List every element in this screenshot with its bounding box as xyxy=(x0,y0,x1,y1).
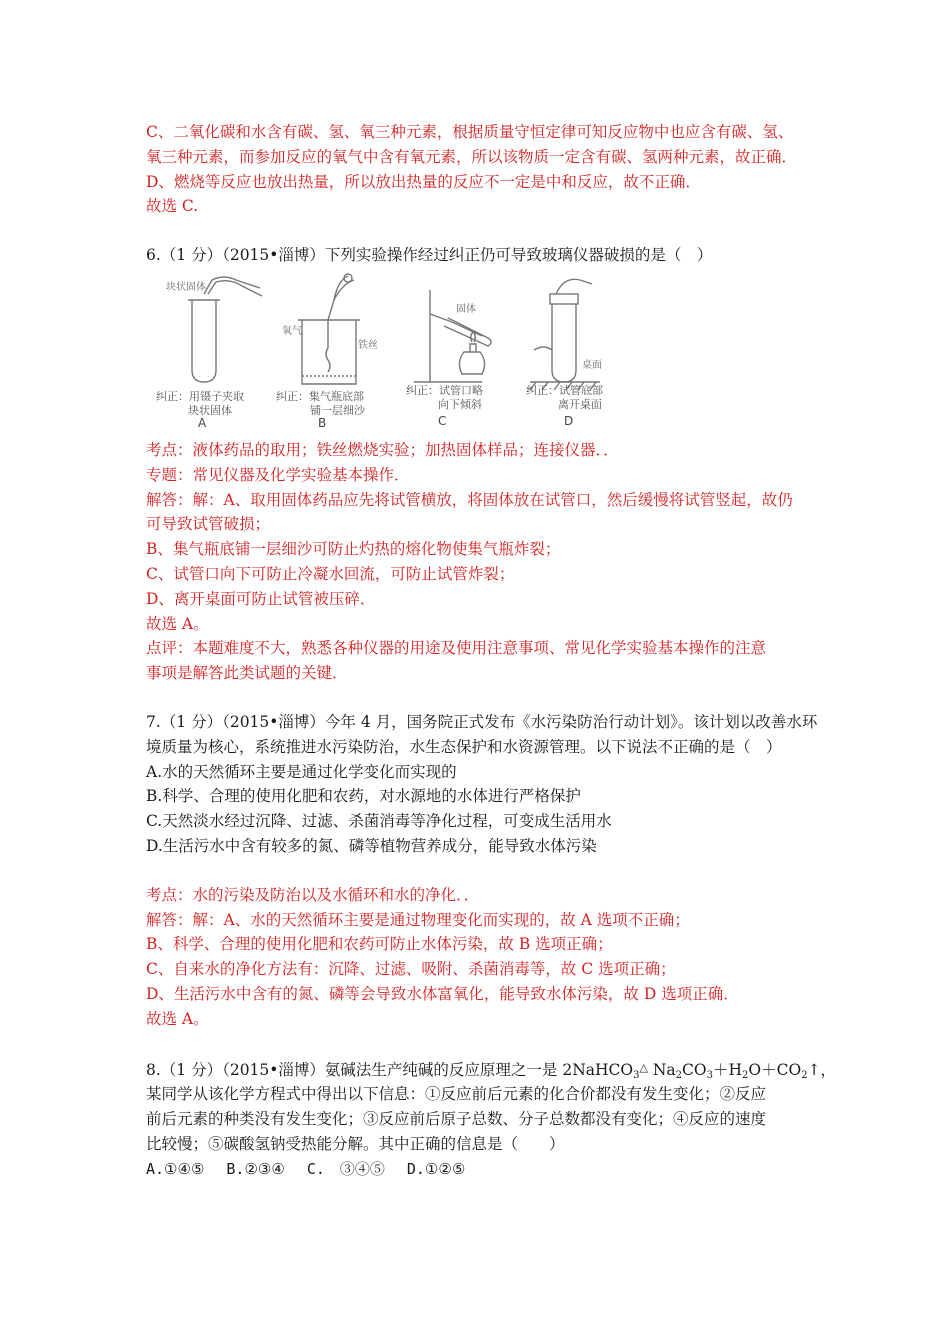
option-letter-c: C xyxy=(438,413,447,428)
option-a: A.①④⑤ xyxy=(146,1159,205,1178)
equation-part: Na xyxy=(647,1060,676,1079)
analysis-line: 事项是解答此类试题的关键． xyxy=(146,664,348,683)
option-c: C.天然淡水经过沉降、过滤、杀菌消毒等净化过程，可变成生活用水 xyxy=(146,812,612,831)
analysis-line: 解答：解：A、水的天然循环主要是通过物理变化而实现的，故 A 选项不正确； xyxy=(146,910,690,929)
subscript: 3 xyxy=(633,1069,640,1081)
heat-condition-icon: △ xyxy=(639,1060,648,1074)
equation-part: O＋CO xyxy=(748,1060,802,1079)
q8-stem-prefix: 8.（1 分）（2015•淄博）氨碱法生产纯碱的反应原理之一是 2NaHCO xyxy=(146,1060,634,1079)
caption-d-2: 离开桌面 xyxy=(558,397,602,411)
option-letter-d: D xyxy=(564,413,574,428)
option-letter-a: A xyxy=(198,415,207,430)
subscript: 2 xyxy=(742,1069,749,1081)
label-oxygen: 氧气 xyxy=(282,325,302,337)
label-iron-wire: 铁丝 xyxy=(358,339,378,351)
q6-analysis xyxy=(146,438,816,686)
analysis-line: 氧三种元素，而参加反应的氧气中含有氧元素，所以该物质一定含有碳、氢两种元素，故正确． xyxy=(146,147,798,166)
analysis-line: 专题：常见仪器及化学实验基本操作． xyxy=(146,465,410,484)
question-line: 比较慢；⑤碳酸氢钠受热能分解。其中正确的信息是（ ） xyxy=(146,1134,565,1153)
analysis-line: 故选 A。 xyxy=(146,1009,209,1028)
analysis-line: 故选 C. xyxy=(146,197,199,216)
equation-part: ＋H xyxy=(713,1060,743,1079)
caption-c-2: 向下倾斜 xyxy=(438,397,482,411)
q5-analysis xyxy=(146,120,816,219)
analysis-line: 可导致试管破损； xyxy=(146,515,271,534)
equation-part: ↑， xyxy=(807,1060,837,1079)
q7-stem xyxy=(146,710,816,859)
label-solid: 块状固体 xyxy=(166,281,206,293)
document-page xyxy=(146,120,837,1182)
option-c: C. ③④⑤ xyxy=(306,1159,385,1178)
equation-part: CO xyxy=(682,1060,707,1079)
option-d: D.生活污水中含有较多的氮、磷等植物营养成分，能导致水体污染 xyxy=(146,836,597,855)
option-letter-b: B xyxy=(318,415,327,430)
q8-stem-first-line xyxy=(146,1056,837,1083)
analysis-line: 点评：本题难度不大，熟悉各种仪器的用途及使用注意事项、常见化学实验基本操作的注意 xyxy=(146,639,767,658)
analysis-line: D、生活污水中含有的氮、磷等会导致水体富氧化，能导致水体污染，故 D 选项正确． xyxy=(146,984,739,1003)
q7-analysis xyxy=(146,883,816,1032)
caption-b-2: 铺一层细沙 xyxy=(310,403,365,417)
label-bench: 桌面 xyxy=(582,359,602,371)
analysis-line: 故选 A。 xyxy=(146,614,209,633)
analysis-line: D、离开桌面可防止试管被压碎． xyxy=(146,589,376,608)
q6-stem: 6.（1 分）（2015•淄博）下列实验操作经过纠正仍可导致玻璃仪器破损的是（ ） xyxy=(146,246,713,265)
analysis-line: C、二氧化碳和水含有碳、氢、氧三种元素，根据质量守恒定律可知反应物中也应含有碳、氢、 xyxy=(146,123,794,141)
option-a: A.水的天然循环主要是通过化学变化而实现的 xyxy=(146,762,457,781)
caption-d-1: 纠正：试管底部 xyxy=(526,383,603,397)
subscript: 2 xyxy=(801,1069,808,1081)
analysis-line: D、燃烧等反应也放出热量，所以放出热量的反应不一定是中和反应，故不正确． xyxy=(146,172,701,191)
analysis-line: B、科学、合理的使用化肥和农药可防止水体污染，故 B 选项正确； xyxy=(146,935,613,954)
analysis-line: 解答：解：A、取用固体药品应先将试管横放，将固体放在试管口，然后缓慢将试管竖起，故仍 xyxy=(146,490,793,509)
question-line: 境质量为核心，系统推进水污染防治，水生态保护和水资源管理。以下说法不正确的是（ ） xyxy=(146,737,782,756)
analysis-line: 考点：液体药品的取用；铁丝燃烧实验；加热固体样品；连接仪器．． xyxy=(146,440,619,459)
question-line: 7.（1 分）（2015•淄博）今年 4 月，国务院正式发布《水污染防治行动计划》。该计划以改善水环 xyxy=(146,712,818,731)
option-b: B.②③④ xyxy=(226,1159,285,1178)
caption-a-1: 纠正：用镊子夹取 xyxy=(156,389,244,403)
option-b: B.科学、合理的使用化肥和农药，对水源地的水体进行严格保护 xyxy=(146,787,581,806)
question-line: 前后元素的种类没有发生变化；③反应前后原子总数、分子总数都没有变化；④反应的速度 xyxy=(146,1110,767,1129)
subscript: 2 xyxy=(675,1069,683,1081)
analysis-line: 考点：水的污染及防治以及水循环和水的净化．． xyxy=(146,885,480,904)
analysis-line: C、自来水的净化方法有：沉降、过滤、吸附、杀菌消毒等，故 C 选项正确； xyxy=(146,960,676,979)
caption-c-1: 纠正：试管口略 xyxy=(406,383,483,397)
analysis-line: B、集气瓶底铺一层细沙可防止灼热的熔化物使集气瓶炸裂； xyxy=(146,540,561,559)
label-solid-c: 固体 xyxy=(456,303,476,315)
q8-options xyxy=(146,1157,816,1182)
caption-a-2: 块状固体 xyxy=(188,403,232,417)
option-d: D.①②⑤ xyxy=(406,1159,466,1178)
q6-figure xyxy=(152,270,622,430)
caption-b-1: 纠正：集气瓶底部 xyxy=(276,389,364,403)
subscript: 3 xyxy=(706,1069,713,1081)
analysis-line: C、试管口向下可防止冷凝水回流，可防止试管炸裂； xyxy=(146,564,515,583)
question-line: 某同学从该化学方程式中得出以下信息：①反应前后元素的化合价都没有发生变化；②反应 xyxy=(146,1085,767,1104)
